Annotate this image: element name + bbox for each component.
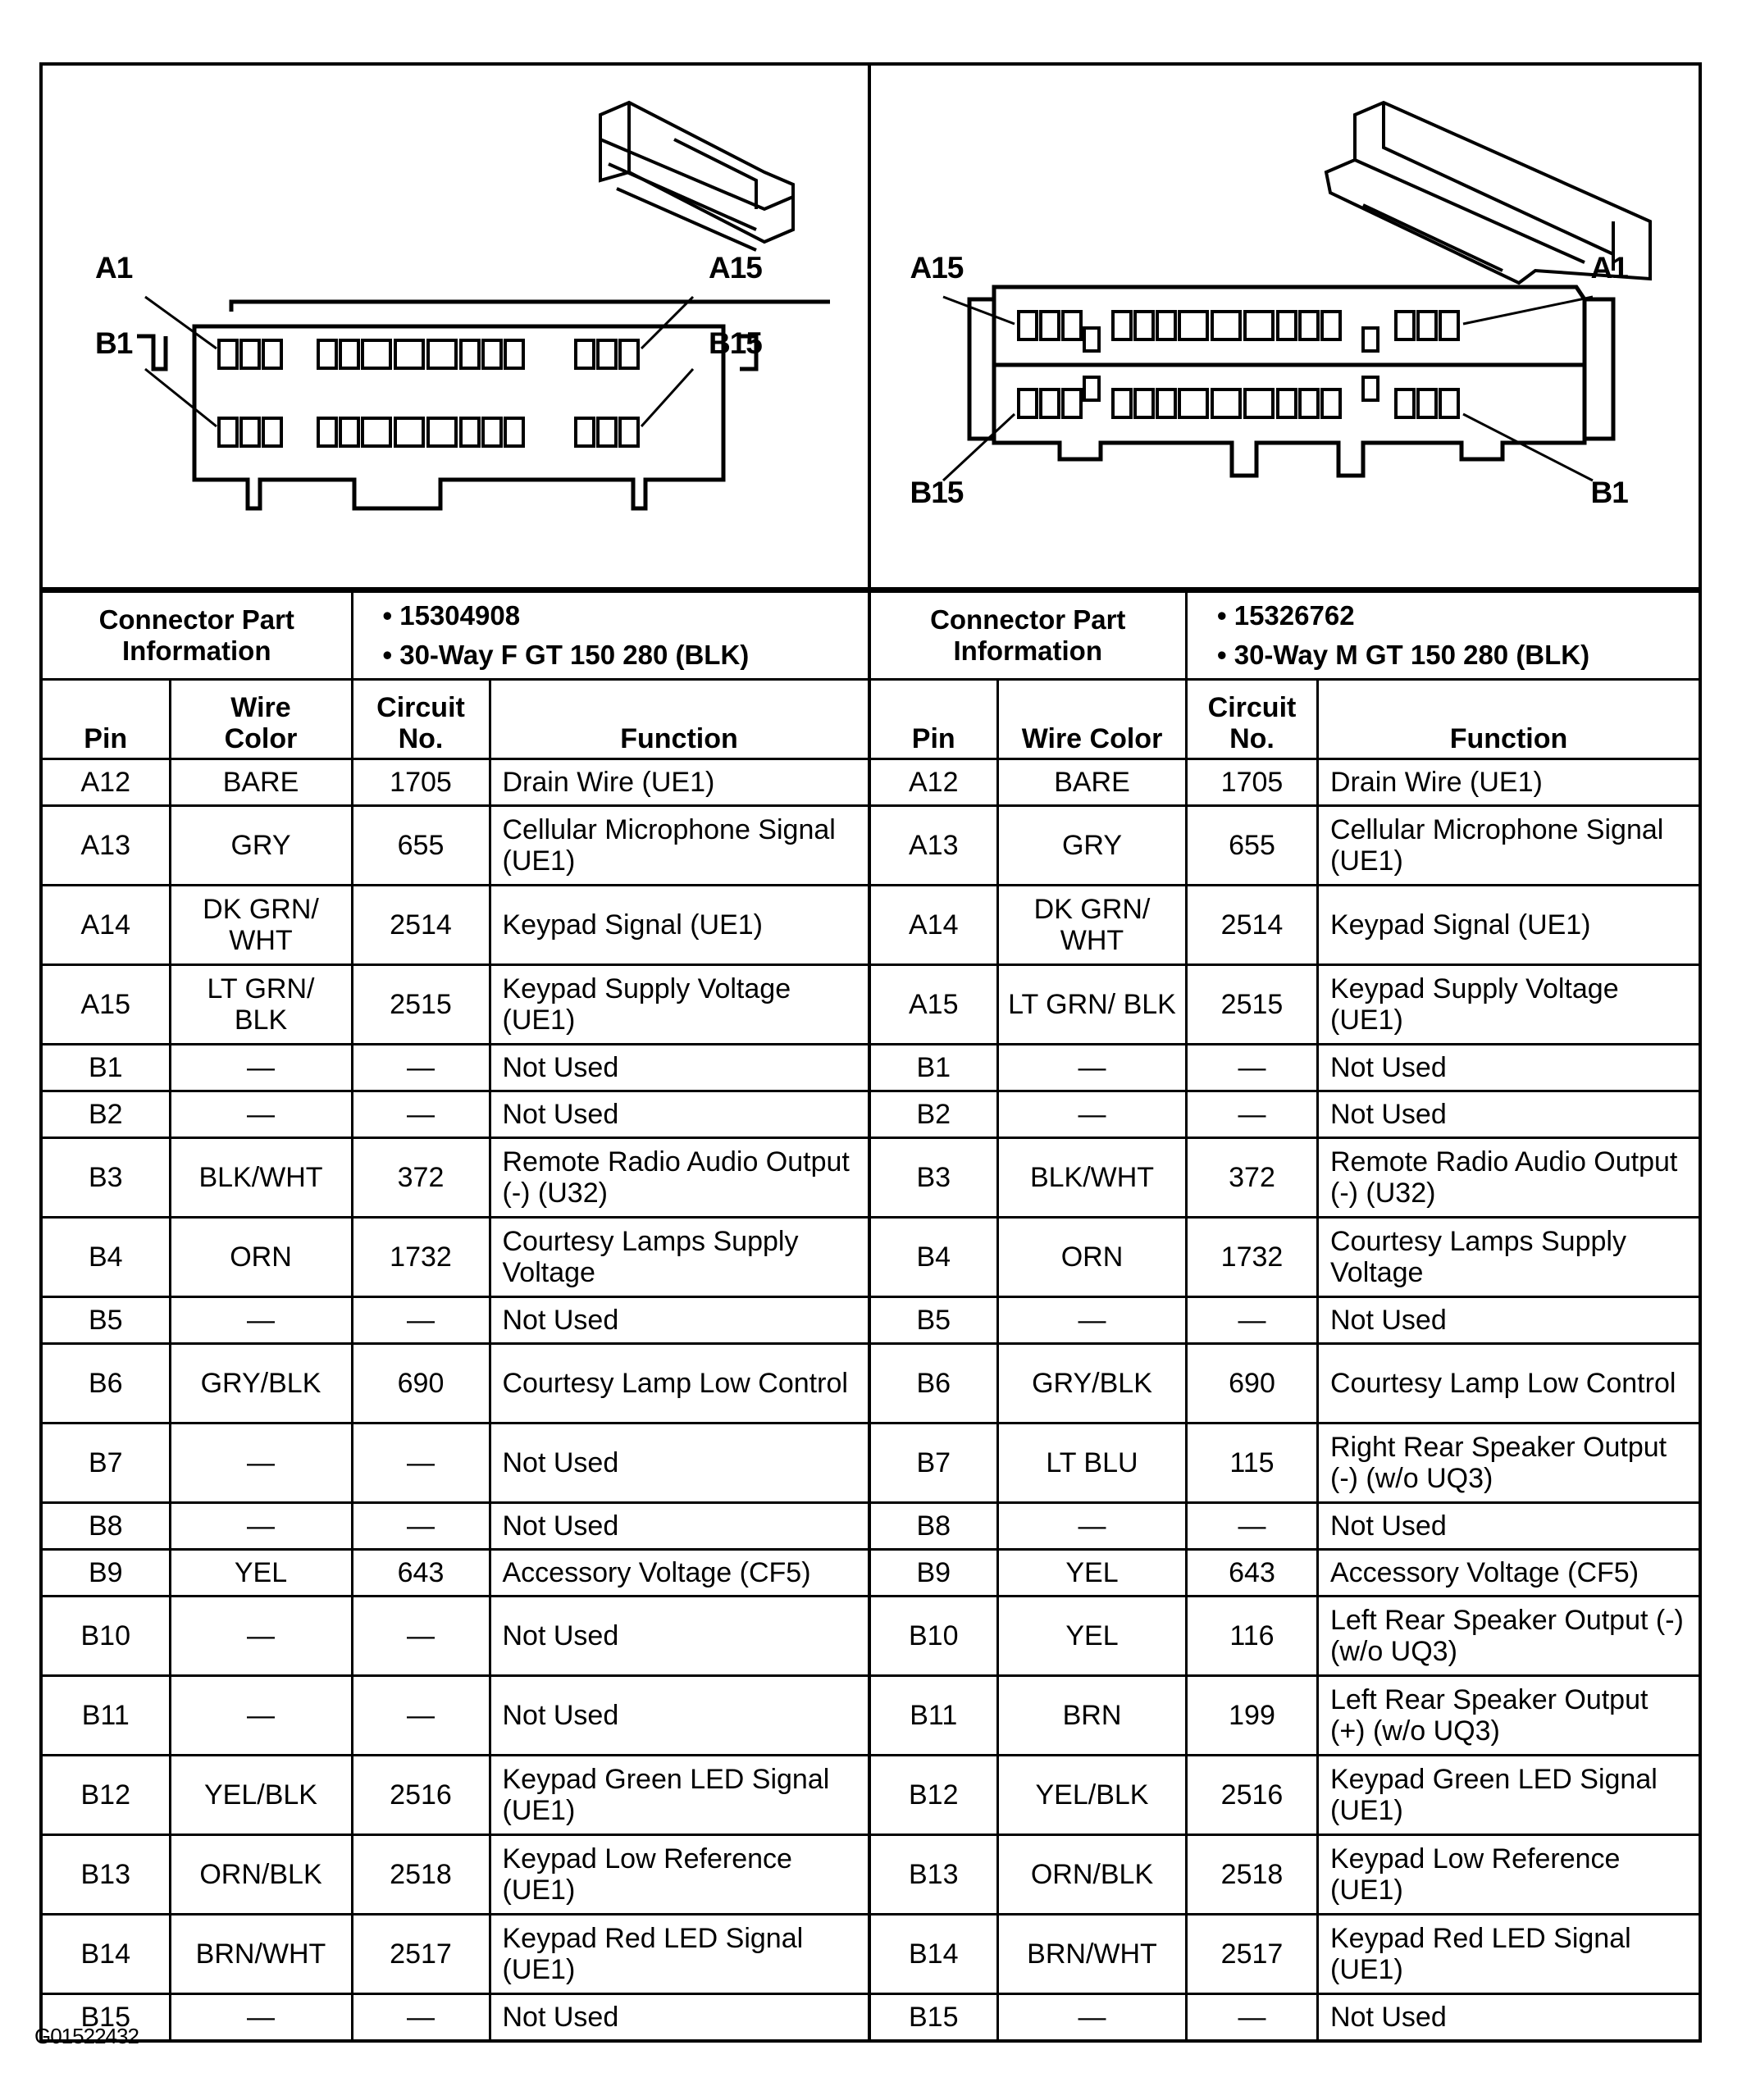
circuit-no-cell: — (1187, 1091, 1318, 1138)
pin-cell: B2 (43, 1091, 170, 1138)
table-row (43, 1550, 868, 1597)
pin-cell: A15 (43, 965, 170, 1045)
function-cell: Keypad Red LED Signal (UE1) (1318, 1915, 1699, 1994)
circuit-no-cell: — (1187, 1994, 1318, 2040)
circuit-no-cell: 643 (1187, 1550, 1318, 1597)
table-row (871, 886, 1699, 965)
table-row (43, 1138, 868, 1218)
circuit-no-cell: 2516 (352, 1756, 490, 1835)
function-cell: Not Used (1318, 1091, 1699, 1138)
pin-cell: B6 (43, 1344, 170, 1424)
table-row (43, 1344, 868, 1424)
function-cell: Keypad Signal (UE1) (1318, 886, 1699, 965)
part-number: • 15304908 (382, 600, 521, 631)
pin-cell: B15 (43, 1994, 170, 2040)
wire-color-cell: — (170, 1676, 352, 1756)
function-cell: Not Used (1318, 1503, 1699, 1550)
table-row (871, 1994, 1699, 2040)
pin-cell: B14 (871, 1915, 998, 1994)
circuit-no-cell: — (352, 1045, 490, 1091)
wire-color-cell: BRN/WHT (998, 1915, 1187, 1994)
pin-cell: B13 (871, 1835, 998, 1915)
function-cell: Remote Radio Audio Output (-) (U32) (490, 1138, 868, 1218)
wire-color-cell: — (998, 1994, 1187, 2040)
function-cell: Keypad Red LED Signal (UE1) (490, 1915, 868, 1994)
pin-label-b15: B15 (709, 326, 762, 360)
function-cell: Remote Radio Audio Output (-) (U32) (1318, 1138, 1699, 1218)
pin-label-b1: B1 (95, 326, 133, 360)
part-description: • 30-Way F GT 150 280 (BLK) (382, 640, 750, 670)
table-row (43, 1503, 868, 1550)
circuit-no-cell: 2514 (1187, 886, 1318, 965)
part-description: • 30-Way M GT 150 280 (BLK) (1217, 640, 1590, 670)
pin-cell: B6 (871, 1344, 998, 1424)
part-info-label: Connector Part Information (43, 592, 352, 680)
table-row (871, 1676, 1699, 1756)
function-cell: Keypad Supply Voltage (UE1) (490, 965, 868, 1045)
male-connector-diagram (871, 66, 1699, 587)
function-cell: Accessory Voltage (CF5) (490, 1550, 868, 1597)
function-cell: Not Used (490, 1091, 868, 1138)
pin-label-b15: B15 (910, 476, 964, 509)
pin-cell: A14 (43, 886, 170, 965)
circuit-no-cell: 1705 (1187, 759, 1318, 806)
wire-color-cell: YEL (998, 1597, 1187, 1676)
pin-cell: B11 (43, 1676, 170, 1756)
circuit-no-cell: — (1187, 1297, 1318, 1344)
table-header-row (871, 680, 1699, 759)
pin-cell: B4 (871, 1218, 998, 1297)
wire-color-cell: LT BLU (998, 1424, 1187, 1503)
circuit-no-cell: — (352, 1091, 490, 1138)
pin-cell: B12 (871, 1756, 998, 1835)
function-cell: Keypad Supply Voltage (UE1) (1318, 965, 1699, 1045)
pinout-table-right (871, 590, 1699, 2039)
connector-end-view-sheet (39, 62, 1702, 2043)
wire-color-cell: — (170, 1503, 352, 1550)
function-cell: Keypad Green LED Signal (UE1) (1318, 1756, 1699, 1835)
pin-cell: B4 (43, 1218, 170, 1297)
table-row (871, 1915, 1699, 1994)
table-row (871, 1835, 1699, 1915)
pin-cell: B15 (871, 1994, 998, 2040)
function-cell: Courtesy Lamp Low Control (1318, 1344, 1699, 1424)
wire-color-cell: YEL/BLK (170, 1756, 352, 1835)
circuit-no-cell: 199 (1187, 1676, 1318, 1756)
pin-cell: A13 (43, 806, 170, 886)
pin-cell: B10 (871, 1597, 998, 1676)
wire-color-cell: BARE (998, 759, 1187, 806)
wire-color-cell: GRY (998, 806, 1187, 886)
table-row (43, 806, 868, 886)
part-info-values (1187, 592, 1699, 680)
table-body-left (43, 759, 868, 2040)
function-cell: Drain Wire (UE1) (490, 759, 868, 806)
wire-color-cell: — (170, 1297, 352, 1344)
function-cell: Left Rear Speaker Output (+) (w/o UQ3) (1318, 1676, 1699, 1756)
wire-color-cell: BRN/WHT (170, 1915, 352, 1994)
circuit-no-cell: — (352, 1597, 490, 1676)
table-row (43, 886, 868, 965)
part-info-row (871, 592, 1699, 680)
pin-cell: B7 (43, 1424, 170, 1503)
wire-color-cell: YEL/BLK (998, 1756, 1187, 1835)
circuit-no-cell: 655 (1187, 806, 1318, 886)
table-row (43, 1597, 868, 1676)
table-row (43, 1424, 868, 1503)
pin-cell: B7 (871, 1424, 998, 1503)
pin-cell: B8 (43, 1503, 170, 1550)
part-number: • 15326762 (1217, 600, 1355, 631)
header-pin: Pin (43, 680, 170, 759)
function-cell: Cellular Microphone Signal (UE1) (490, 806, 868, 886)
part-info-label: Connector Part Information (871, 592, 1187, 680)
function-cell: Keypad Low Reference (UE1) (1318, 1835, 1699, 1915)
pin-label-b1: B1 (1590, 476, 1628, 509)
circuit-no-cell: 2516 (1187, 1756, 1318, 1835)
pin-cell: A14 (871, 886, 998, 965)
wire-color-cell: ORN/BLK (170, 1835, 352, 1915)
table-row (871, 1424, 1699, 1503)
pin-cell: B12 (43, 1756, 170, 1835)
table-row (43, 1045, 868, 1091)
pinout-table-left (43, 590, 868, 2039)
function-cell: Not Used (490, 1994, 868, 2040)
table-row (43, 1297, 868, 1344)
table-row (43, 759, 868, 806)
circuit-no-cell: 116 (1187, 1597, 1318, 1676)
function-cell: Cellular Microphone Signal (UE1) (1318, 806, 1699, 886)
header-pin: Pin (871, 680, 998, 759)
function-cell: Courtesy Lamp Low Control (490, 1344, 868, 1424)
function-cell: Not Used (490, 1503, 868, 1550)
circuit-no-cell: — (1187, 1503, 1318, 1550)
table-row (43, 1994, 868, 2040)
wire-color-cell: — (998, 1503, 1187, 1550)
table-row (871, 965, 1699, 1045)
table-row (871, 1550, 1699, 1597)
function-cell: Keypad Green LED Signal (UE1) (490, 1756, 868, 1835)
table-row (43, 1218, 868, 1297)
wire-color-cell: ORN/BLK (998, 1835, 1187, 1915)
male-connector-table-section (871, 590, 1699, 2039)
female-connector-diagram (43, 66, 871, 587)
circuit-no-cell: 643 (352, 1550, 490, 1597)
wire-color-cell: DK GRN/ WHT (998, 886, 1187, 965)
table-row (871, 1091, 1699, 1138)
function-cell: Not Used (490, 1045, 868, 1091)
table-row (43, 965, 868, 1045)
pin-cell: B9 (871, 1550, 998, 1597)
pin-label-a15: A15 (910, 251, 964, 285)
table-row (871, 1597, 1699, 1676)
pin-cell: B2 (871, 1091, 998, 1138)
table-row (43, 1091, 868, 1138)
circuit-no-cell: — (352, 1424, 490, 1503)
female-connector-table-section (43, 590, 871, 2039)
wire-color-cell: — (170, 1424, 352, 1503)
header-circuit-no: Circuit No. (352, 680, 490, 759)
circuit-no-cell: 2518 (352, 1835, 490, 1915)
circuit-no-cell: 2517 (1187, 1915, 1318, 1994)
pin-cell: B3 (43, 1138, 170, 1218)
function-cell: Not Used (1318, 1297, 1699, 1344)
wire-color-cell: BARE (170, 759, 352, 806)
pin-cell: A15 (871, 965, 998, 1045)
wire-color-cell: — (170, 1597, 352, 1676)
table-row (43, 1835, 868, 1915)
function-cell: Left Rear Speaker Output (-) (w/o UQ3) (1318, 1597, 1699, 1676)
table-row (871, 1344, 1699, 1424)
function-cell: Right Rear Speaker Output (-) (w/o UQ3) (1318, 1424, 1699, 1503)
connector-diagrams (43, 66, 1699, 590)
wire-color-cell: ORN (998, 1218, 1187, 1297)
table-body-right (871, 759, 1699, 2040)
table-row (43, 1676, 868, 1756)
header-circuit-no: Circuit No. (1187, 680, 1318, 759)
pin-cell: A12 (43, 759, 170, 806)
header-function: Function (1318, 680, 1699, 759)
circuit-no-cell: 372 (1187, 1138, 1318, 1218)
function-cell: Not Used (1318, 1994, 1699, 2040)
pin-cell: B13 (43, 1835, 170, 1915)
circuit-no-cell: 2515 (352, 965, 490, 1045)
pin-label-a1: A1 (95, 251, 133, 285)
function-cell: Not Used (1318, 1045, 1699, 1091)
figure-code: G01522432 (34, 2024, 139, 2048)
circuit-no-cell: 690 (352, 1344, 490, 1424)
function-cell: Keypad Signal (UE1) (490, 886, 868, 965)
table-row (871, 1045, 1699, 1091)
table-row (43, 1756, 868, 1835)
wire-color-cell: — (998, 1045, 1187, 1091)
pin-cell: B8 (871, 1503, 998, 1550)
pin-cell: B3 (871, 1138, 998, 1218)
part-info-values (352, 592, 868, 680)
circuit-no-cell: 1732 (352, 1218, 490, 1297)
pin-label-a15: A15 (709, 251, 762, 285)
pin-cell: A12 (871, 759, 998, 806)
table-row (871, 1297, 1699, 1344)
wire-color-cell: — (998, 1091, 1187, 1138)
wire-color-cell: — (170, 1045, 352, 1091)
pin-cell: B5 (43, 1297, 170, 1344)
wire-color-cell: GRY/BLK (170, 1344, 352, 1424)
wire-color-cell: BRN (998, 1676, 1187, 1756)
circuit-no-cell: — (352, 1503, 490, 1550)
pin-cell: A13 (871, 806, 998, 886)
pin-cell: B11 (871, 1676, 998, 1756)
function-cell: Accessory Voltage (CF5) (1318, 1550, 1699, 1597)
pin-cell: B1 (43, 1045, 170, 1091)
function-cell: Courtesy Lamps Supply Voltage (1318, 1218, 1699, 1297)
wire-color-cell: — (998, 1297, 1187, 1344)
header-wire-color: Wire Color (998, 680, 1187, 759)
table-row (871, 1756, 1699, 1835)
pin-cell: B14 (43, 1915, 170, 1994)
function-cell: Keypad Low Reference (UE1) (490, 1835, 868, 1915)
wire-color-cell: YEL (170, 1550, 352, 1597)
wire-color-cell: BLK/WHT (170, 1138, 352, 1218)
function-cell: Courtesy Lamps Supply Voltage (490, 1218, 868, 1297)
wire-color-cell: GRY/BLK (998, 1344, 1187, 1424)
header-function: Function (490, 680, 868, 759)
circuit-no-cell: 690 (1187, 1344, 1318, 1424)
circuit-no-cell: 115 (1187, 1424, 1318, 1503)
wire-color-cell: — (170, 1994, 352, 2040)
wire-color-cell: LT GRN/ BLK (170, 965, 352, 1045)
pinout-tables (43, 590, 1699, 2039)
male-connector-face-icon (871, 66, 1699, 587)
circuit-no-cell: — (1187, 1045, 1318, 1091)
table-row (871, 1218, 1699, 1297)
circuit-no-cell: 2514 (352, 886, 490, 965)
table-row (871, 1503, 1699, 1550)
part-info-row (43, 592, 868, 680)
header-wire-color: Wire Color (170, 680, 352, 759)
wire-color-cell: DK GRN/ WHT (170, 886, 352, 965)
pin-label-a1: A1 (1590, 251, 1628, 285)
function-cell: Not Used (490, 1676, 868, 1756)
function-cell: Not Used (490, 1424, 868, 1503)
circuit-no-cell: 655 (352, 806, 490, 886)
function-cell: Not Used (490, 1597, 868, 1676)
wire-color-cell: — (170, 1091, 352, 1138)
wire-color-cell: YEL (998, 1550, 1187, 1597)
pin-cell: B10 (43, 1597, 170, 1676)
table-header-row (43, 680, 868, 759)
pin-cell: B5 (871, 1297, 998, 1344)
pin-cell: B1 (871, 1045, 998, 1091)
wire-color-cell: GRY (170, 806, 352, 886)
function-cell: Not Used (490, 1297, 868, 1344)
wire-color-cell: BLK/WHT (998, 1138, 1187, 1218)
circuit-no-cell: 2517 (352, 1915, 490, 1994)
pin-cell: B9 (43, 1550, 170, 1597)
function-cell: Drain Wire (UE1) (1318, 759, 1699, 806)
table-row (871, 1138, 1699, 1218)
circuit-no-cell: 1705 (352, 759, 490, 806)
circuit-no-cell: 2515 (1187, 965, 1318, 1045)
table-row (871, 806, 1699, 886)
wire-color-cell: ORN (170, 1218, 352, 1297)
circuit-no-cell: — (352, 1676, 490, 1756)
circuit-no-cell: 372 (352, 1138, 490, 1218)
circuit-no-cell: — (352, 1994, 490, 2040)
table-row (871, 759, 1699, 806)
table-row (43, 1915, 868, 1994)
circuit-no-cell: — (352, 1297, 490, 1344)
wire-color-cell: LT GRN/ BLK (998, 965, 1187, 1045)
circuit-no-cell: 2518 (1187, 1835, 1318, 1915)
circuit-no-cell: 1732 (1187, 1218, 1318, 1297)
